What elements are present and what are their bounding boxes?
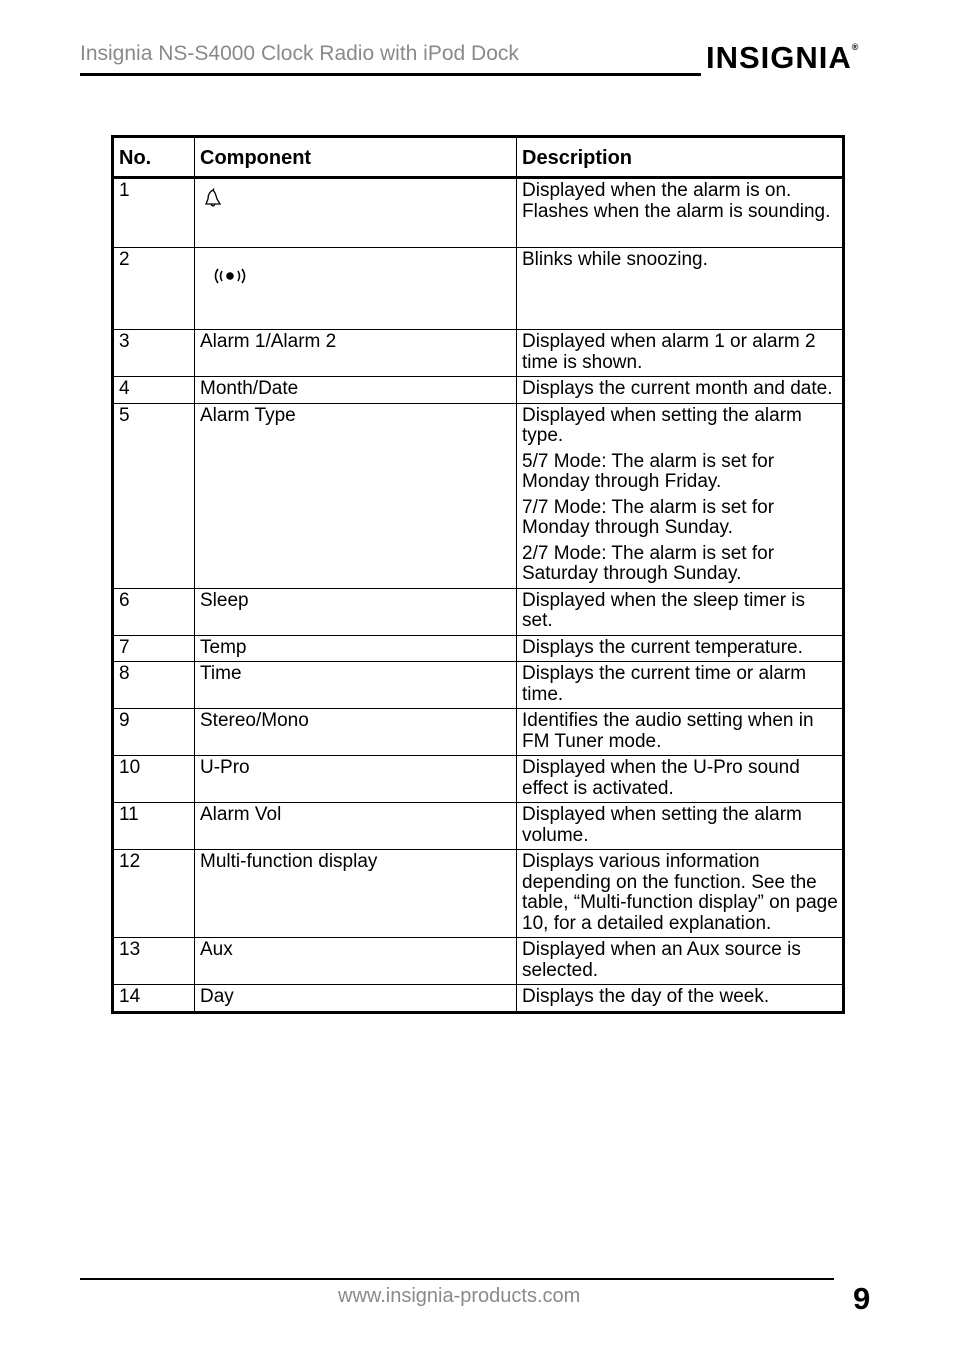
description-cell: Displays various information depending on the function. See the table, “Multi-function display” on page 10, for a detailed explanation. xyxy=(517,850,844,938)
row-number: 12 xyxy=(113,850,195,938)
row-number: 10 xyxy=(113,756,195,803)
description-cell: Displayed when setting the alarm type. 5/7 Mode: The alarm is set for Monday through Friday. 7/7 Mode: The alarm is set for Monday through Sunday. 2/7 Mode: The alarm is set for Saturday through Sunday. xyxy=(517,403,844,588)
description-cell: Displayed when the alarm is on. Flashes when the alarm is sounding. xyxy=(517,178,844,248)
table-row xyxy=(113,377,844,404)
document-header-title: Insignia NS-S4000 Clock Radio with iPod Dock xyxy=(80,42,519,65)
insignia-logo xyxy=(706,40,859,76)
description-cell: Displays the current month and date. xyxy=(517,377,844,404)
table-row xyxy=(113,178,844,248)
row-number: 1 xyxy=(113,178,195,248)
component-cell: Day xyxy=(195,985,517,1013)
table-row xyxy=(113,756,844,803)
description-cell: Displays the current temperature. xyxy=(517,635,844,662)
footer-url: www.insignia-products.com xyxy=(338,1285,581,1307)
bell-icon xyxy=(204,187,226,217)
table-row xyxy=(113,248,844,330)
description-cell: Displays the day of the week. xyxy=(517,985,844,1013)
row-number: 3 xyxy=(113,330,195,377)
component-cell: Aux xyxy=(195,938,517,985)
row-number: 13 xyxy=(113,938,195,985)
row-number: 6 xyxy=(113,588,195,635)
column-header-component: Component xyxy=(195,137,517,178)
row-number: 2 xyxy=(113,248,195,330)
description-cell: Displayed when an Aux source is selected. xyxy=(517,938,844,985)
row-number: 14 xyxy=(113,985,195,1013)
column-header-no: No. xyxy=(113,137,195,178)
row-number: 8 xyxy=(113,662,195,709)
component-cell: Alarm 1/Alarm 2 xyxy=(195,330,517,377)
row-number: 11 xyxy=(113,803,195,850)
component-cell xyxy=(195,178,517,248)
table-row xyxy=(113,938,844,985)
table-row xyxy=(113,985,844,1013)
component-cell: U-Pro xyxy=(195,756,517,803)
component-cell: Multi-function display xyxy=(195,850,517,938)
component-cell xyxy=(195,248,517,330)
row-number: 4 xyxy=(113,377,195,404)
description-cell: Blinks while snoozing. xyxy=(517,248,844,330)
footer-divider xyxy=(80,1278,834,1280)
description-cell: Identifies the audio setting when in FM Tuner mode. xyxy=(517,709,844,756)
row-number: 9 xyxy=(113,709,195,756)
component-cell: Sleep xyxy=(195,588,517,635)
table-row xyxy=(113,588,844,635)
table-row xyxy=(113,709,844,756)
row-number: 5 xyxy=(113,403,195,588)
component-cell: Stereo/Mono xyxy=(195,709,517,756)
table-row xyxy=(113,803,844,850)
table-row xyxy=(113,850,844,938)
table-row xyxy=(113,662,844,709)
table-row xyxy=(113,635,844,662)
description-cell: Displayed when the sleep timer is set. xyxy=(517,588,844,635)
description-cell: Displayed when the U-Pro sound effect is activated. xyxy=(517,756,844,803)
column-header-description: Description xyxy=(517,137,844,178)
component-cell: Temp xyxy=(195,635,517,662)
table-row xyxy=(113,330,844,377)
description-cell: Displays the current time or alarm time. xyxy=(517,662,844,709)
component-cell: Month/Date xyxy=(195,377,517,404)
registered-mark: ® xyxy=(851,42,860,52)
snooze-icon xyxy=(212,267,248,291)
description-cell: Displayed when setting the alarm volume. xyxy=(517,803,844,850)
page-number: 9 xyxy=(853,1281,871,1316)
component-cell: Alarm Vol xyxy=(195,803,517,850)
logo-text: INSIGNIA xyxy=(706,40,852,75)
components-table xyxy=(111,135,845,1014)
component-cell: Time xyxy=(195,662,517,709)
table-row xyxy=(113,403,844,588)
table-header-row xyxy=(113,137,844,178)
header-divider xyxy=(80,73,701,76)
component-cell: Alarm Type xyxy=(195,403,517,588)
description-cell: Displayed when alarm 1 or alarm 2 time is shown. xyxy=(517,330,844,377)
row-number: 7 xyxy=(113,635,195,662)
